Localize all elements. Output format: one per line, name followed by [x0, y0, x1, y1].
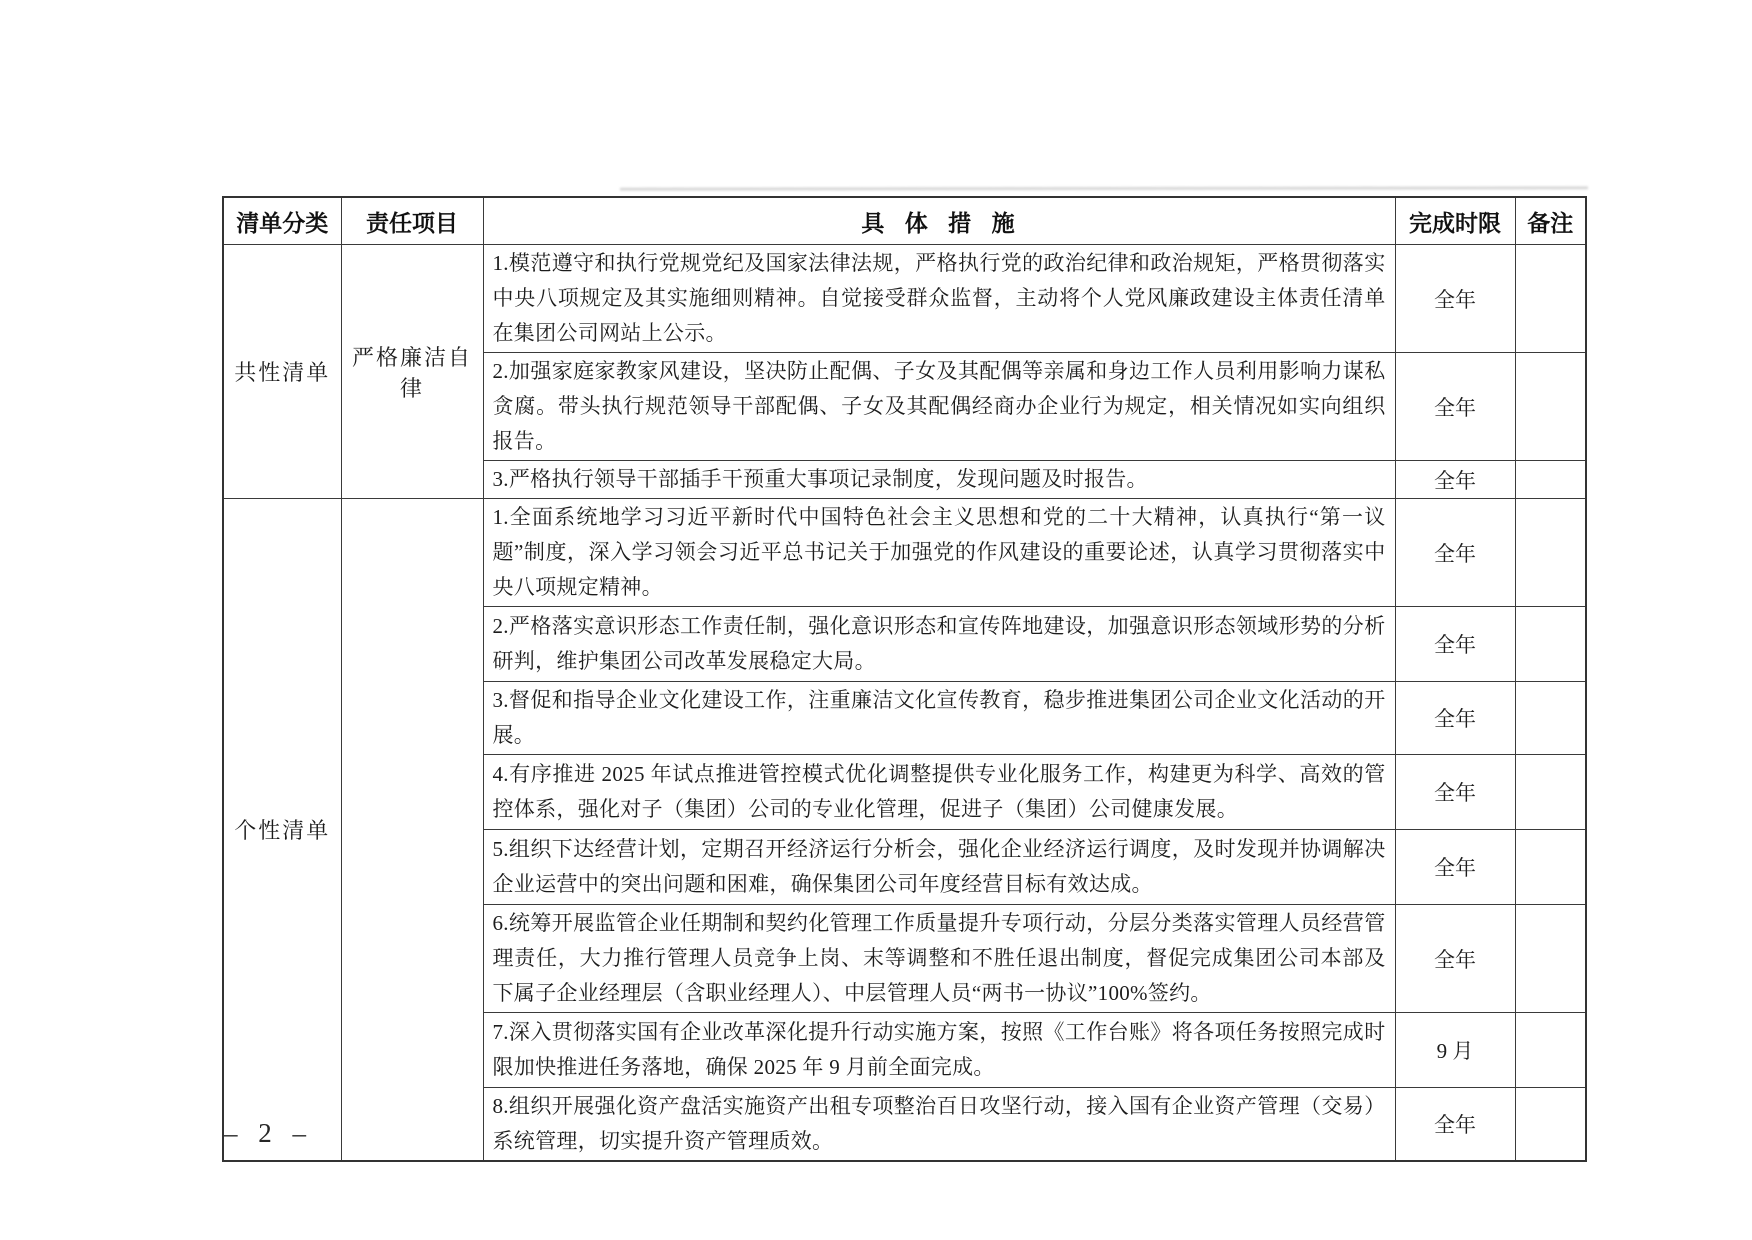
- remark-cell: [1515, 682, 1586, 755]
- responsibility-checklist-table: [222, 196, 1587, 1162]
- table-header-row: [223, 197, 1586, 245]
- scan-artifact: [620, 186, 1588, 190]
- remark-cell: [1515, 755, 1586, 830]
- remark-cell: [1515, 245, 1586, 353]
- deadline-cell: 全年: [1395, 1088, 1515, 1162]
- measure-cell: 4.有序推进 2025 年试点推进管控模式优化调整提供专业化服务工作，构建更为科学、高效的管控体系，强化对子（集团）公司的专业化管理，促进子（集团）公司健康发展。: [483, 755, 1395, 830]
- remark-cell: [1515, 830, 1586, 905]
- deadline-cell: 全年: [1395, 905, 1515, 1013]
- table-row: [223, 499, 1586, 607]
- deadline-cell: 9 月: [1395, 1013, 1515, 1088]
- measure-cell: 2.严格落实意识形态工作责任制，强化意识形态和宣传阵地建设，加强意识形态领域形势的分析研判，维护集团公司改革发展稳定大局。: [483, 607, 1395, 682]
- measure-cell: 6.统筹开展监管企业任期制和契约化管理工作质量提升专项行动，分层分类落实管理人员经营管理责任，大力推行管理人员竞争上岗、末等调整和不胜任退出制度，督促完成集团公司本部及下属子企业经理层（含职业经理人）、中层管理人员“两书一协议”100%签约。: [483, 905, 1395, 1013]
- header-category: 清单分类: [223, 197, 341, 245]
- measure-cell: 2.加强家庭家教家风建设，坚决防止配偶、子女及其配偶等亲属和身边工作人员利用影响力谋私贪腐。带头执行规范领导干部配偶、子女及其配偶经商办企业行为规定，相关情况如实向组织报告。: [483, 353, 1395, 461]
- category-cell: 共性清单: [223, 245, 341, 499]
- measure-cell: 1.全面系统地学习习近平新时代中国特色社会主义思想和党的二十大精神，认真执行“第一议题”制度，深入学习领会习近平总书记关于加强党的作风建设的重要论述，认真学习贯彻落实中央八项规定精神。: [483, 499, 1395, 607]
- deadline-cell: 全年: [1395, 353, 1515, 461]
- page-number: – 2 –: [224, 1118, 313, 1148]
- deadline-cell: 全年: [1395, 755, 1515, 830]
- project-cell: [341, 499, 483, 1162]
- measure-cell: 1.模范遵守和执行党规党纪及国家法律法规，严格执行党的政治纪律和政治规矩，严格贯彻落实中央八项规定及其实施细则精神。自觉接受群众监督，主动将个人党风廉政建设主体责任清单在集团公司网站上公示。: [483, 245, 1395, 353]
- deadline-cell: 全年: [1395, 682, 1515, 755]
- project-cell: 严格廉洁自律: [341, 245, 483, 499]
- table-row: [223, 245, 1586, 353]
- measure-cell: 3.严格执行领导干部插手干预重大事项记录制度，发现问题及时报告。: [483, 461, 1395, 499]
- remark-cell: [1515, 1013, 1586, 1088]
- measure-cell: 5.组织下达经营计划，定期召开经济运行分析会，强化企业经济运行调度，及时发现并协调解决企业运营中的突出问题和困难，确保集团公司年度经营目标有效达成。: [483, 830, 1395, 905]
- remark-cell: [1515, 607, 1586, 682]
- measure-cell: 3.督促和指导企业文化建设工作，注重廉洁文化宣传教育，稳步推进集团公司企业文化活动的开展。: [483, 682, 1395, 755]
- header-measures: 具 体 措 施: [483, 197, 1395, 245]
- deadline-cell: 全年: [1395, 245, 1515, 353]
- remark-cell: [1515, 353, 1586, 461]
- category-cell: 个性清单: [223, 499, 341, 1162]
- deadline-cell: 全年: [1395, 499, 1515, 607]
- header-deadline: 完成时限: [1395, 197, 1515, 245]
- remark-cell: [1515, 461, 1586, 499]
- deadline-cell: 全年: [1395, 830, 1515, 905]
- measure-cell: 7.深入贯彻落实国有企业改革深化提升行动实施方案，按照《工作台账》将各项任务按照完成时限加快推进任务落地，确保 2025 年 9 月前全面完成。: [483, 1013, 1395, 1088]
- header-project: 责任项目: [341, 197, 483, 245]
- remark-cell: [1515, 1088, 1586, 1162]
- deadline-cell: 全年: [1395, 461, 1515, 499]
- remark-cell: [1515, 499, 1586, 607]
- remark-cell: [1515, 905, 1586, 1013]
- header-remark: 备注: [1515, 197, 1586, 245]
- measure-cell: 8.组织开展强化资产盘活实施资产出租专项整治百日攻坚行动，接入国有企业资产管理（交易）系统管理，切实提升资产管理质效。: [483, 1088, 1395, 1162]
- deadline-cell: 全年: [1395, 607, 1515, 682]
